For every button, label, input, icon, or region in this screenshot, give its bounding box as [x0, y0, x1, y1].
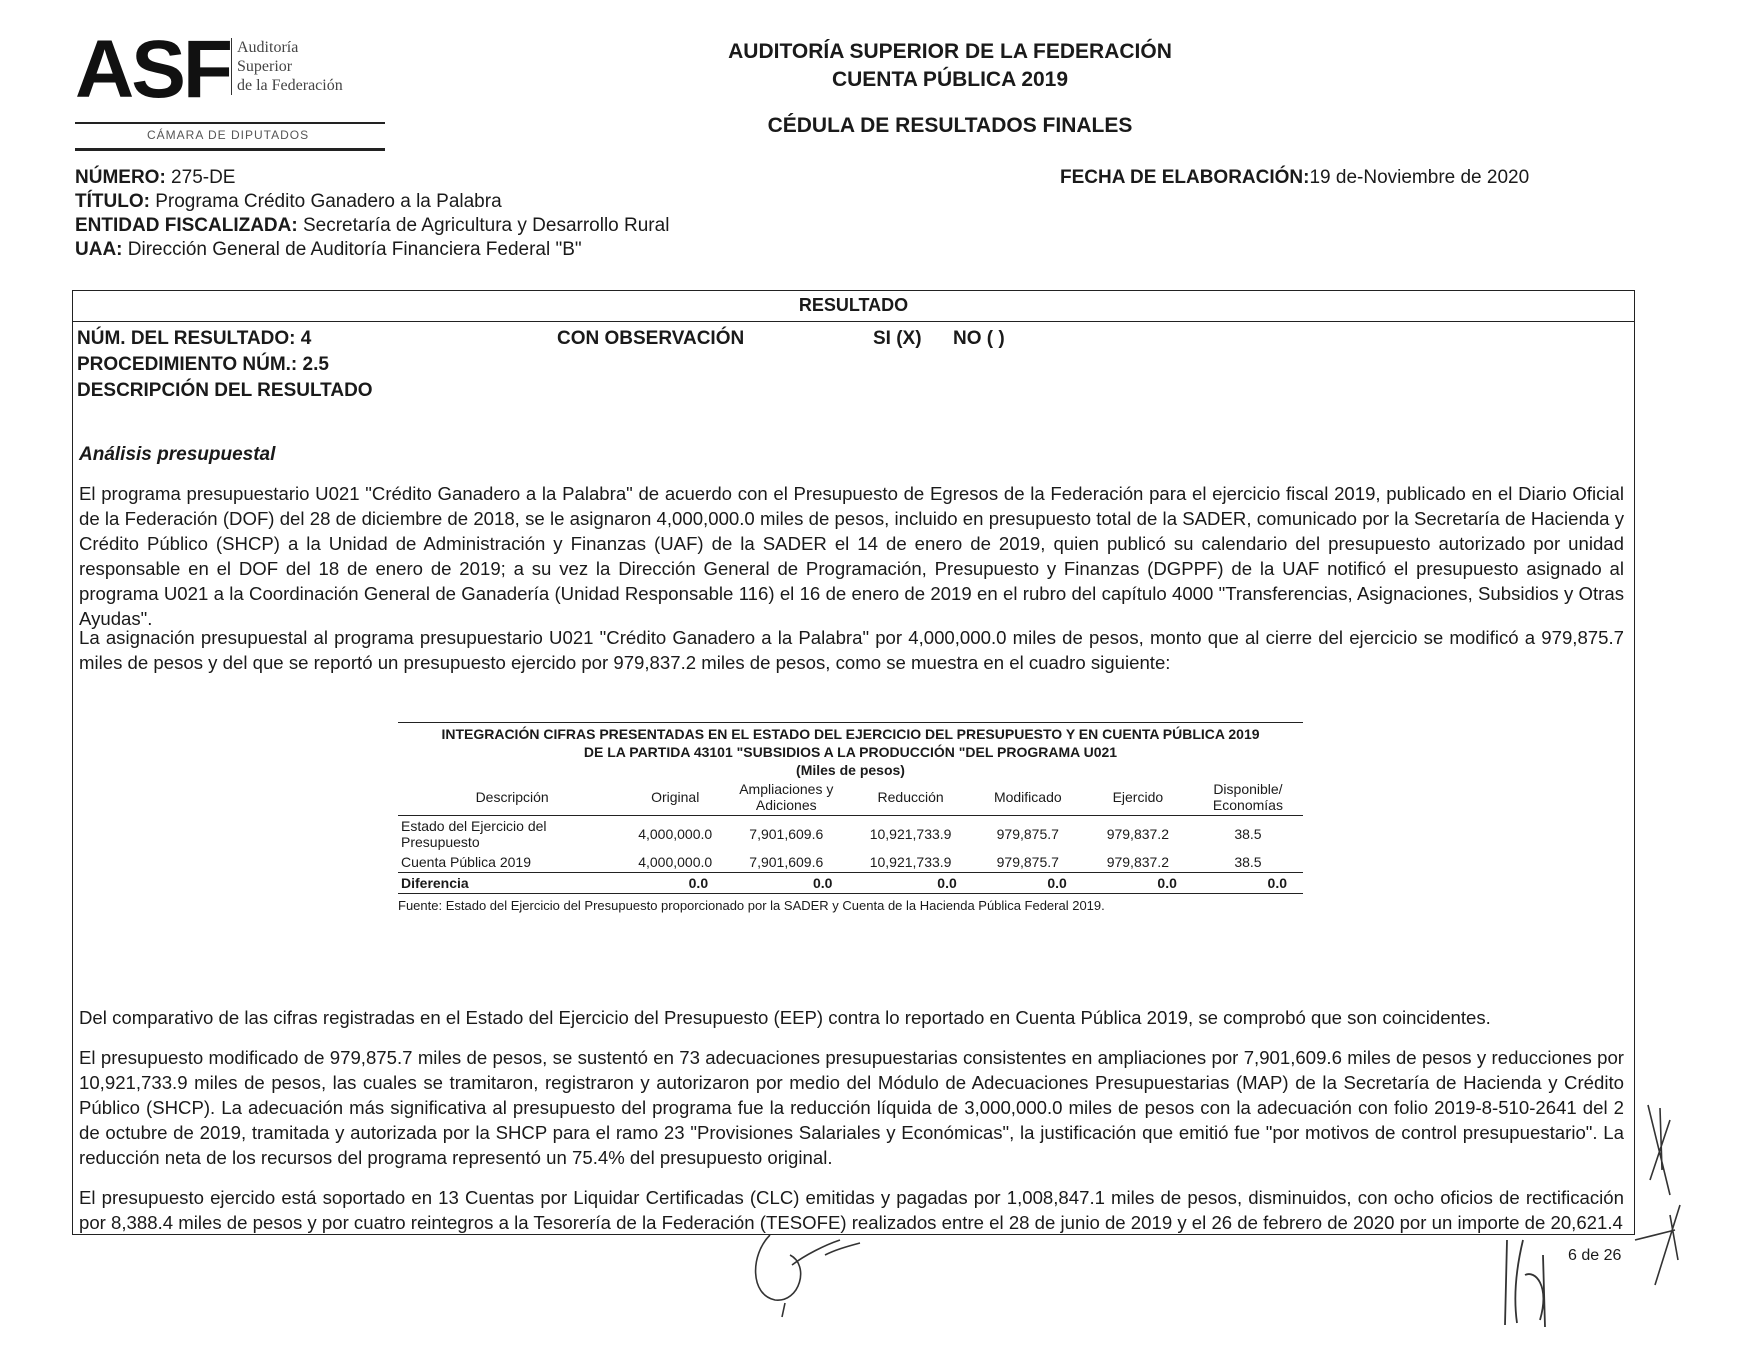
col-header-reduccion: Reducción: [848, 779, 972, 816]
cell-original: 0.0: [626, 873, 724, 894]
procedimiento-num: PROCEDIMIENTO NÚM.: 2.5: [77, 354, 329, 375]
logo-text: [231, 38, 343, 95]
col-header-disponible: Disponible/ Economías: [1193, 779, 1303, 816]
document-meta: [75, 166, 975, 262]
header-cuenta: CUENTA PÚBLICA 2019: [831, 68, 1069, 91]
table-row: [398, 852, 1303, 873]
table-row: [398, 816, 1303, 853]
budget-table: [398, 722, 1303, 913]
row-label: Cuenta Pública 2019: [401, 854, 531, 870]
header-org: AUDITORÍA SUPERIOR DE LA FEDERACIÓN: [728, 40, 1172, 63]
row-label: Diferencia: [398, 873, 626, 894]
cell-ejercido: 979,837.2: [1106, 826, 1169, 842]
col-header-modificado: Modificado: [973, 779, 1083, 816]
table-title-1: INTEGRACIÓN CIFRAS PRESENTADAS EN EL ESTADO DEL EJERCICIO DEL PRESUPUESTO Y EN CUENTA PÚBLICA 2019: [441, 726, 1260, 742]
row-label: Estado del Ejercicio del Presupuesto: [401, 818, 547, 850]
descripcion-resultado: DESCRIPCIÓN DEL RESULTADO: [77, 380, 373, 401]
titulo-value: Programa Crédito Ganadero a la Palabra: [149, 191, 502, 212]
con-observacion: CON OBSERVACIÓN: [557, 328, 745, 349]
cell-ampliaciones: 7,901,609.6: [749, 826, 824, 842]
cell-reduccion: 0.0: [848, 873, 972, 894]
col-header-ejercido: Ejercido: [1083, 779, 1193, 816]
logo-acronym: ASF: [75, 24, 230, 115]
margin-mark-x: [1640, 1100, 1680, 1200]
budget-table-grid: [398, 779, 1303, 894]
table-title-2: DE LA PARTIDA 43101 "SUBSIDIOS A LA PRODUCCIÓN "DEL PROGRAMA U021: [583, 744, 1118, 760]
paragraph-3: Del comparativo de las cifras registradas en el Estado del Ejercicio del Presupuesto (EEP) contra lo reportado en Cuenta Pública 2019, se comprobó que son coincidentes.: [79, 1007, 1491, 1028]
col-header-descripcion: Descripción: [398, 779, 626, 816]
cell-original: 4,000,000.0: [638, 854, 713, 870]
paragraph-5: El presupuesto ejercido está soportado en 13 Cuentas por Liquidar Certificadas (CLC) emitidas y pagadas por 1,008,847.1 miles de pesos, disminuidos, con ocho oficios de rectificación por 8,388.4 miles de pesos y por cuatro reintegros a la Tesorería de la Federación (TESOFE) realizados entre el 28 de junio de 2019 y el 26 de febrero de 2020 por un importe de 20,621.4: [79, 1187, 1624, 1233]
numero-label: NÚMERO:: [75, 167, 166, 188]
cell-ejercido: 979,837.2: [1106, 854, 1169, 870]
logo-line-3: de la Federación: [237, 77, 343, 94]
cell-ejercido: 0.0: [1083, 873, 1193, 894]
cell-disponible: 38.5: [1234, 826, 1262, 842]
cell-disponible: 0.0: [1193, 873, 1303, 894]
cell-reduccion: 10,921,733.9: [869, 854, 952, 870]
cell-ampliaciones: 7,901,609.6: [749, 854, 824, 870]
col-header-original: Original: [626, 779, 724, 816]
observacion-si: SI (X): [873, 328, 922, 349]
entidad-value: Secretaría de Agricultura y Desarrollo Rural: [297, 215, 670, 236]
uaa-value: Dirección General de Auditoría Financiera Federal "B": [122, 239, 582, 260]
cell-reduccion: 10,921,733.9: [869, 826, 952, 842]
num-resultado: NÚM. DEL RESULTADO: 4: [77, 328, 312, 349]
uaa-label: UAA:: [75, 239, 123, 260]
paragraph-4: El presupuesto modificado de 979,875.7 miles de pesos, se sustentó en 73 adecuaciones presupuestarias consistentes en ampliaciones por 7,901,609.6 miles de pesos y reducciones por 10,921,733.9 miles de pesos, las cuales se tramitaron, registraron y autorizaron por medio del Módulo de Adecuaciones Presupuestarias (MAP) de la Secretaría de Hacienda y Crédito Público (SHCP). La adecuación más significativa al presupuesto del programa fue la reducción líquida de 3,000,000.0 miles de pesos con la adecuación con folio 2019-8-510-2641 del 2 de octubre de 2019, tramitada y autorizada por la SHCP para el ramo 23 "Provisiones Salariales y Económicas", la justificación que emitió fue "por motivos de control presupuestario". La reducción neta de los recursos del programa representó un 75.4% del presupuesto original.: [79, 1047, 1624, 1168]
table-header-row: [398, 779, 1303, 816]
cell-modificado: 979,875.7: [996, 854, 1059, 870]
fecha-label: FECHA DE ELABORACIÓN:: [1060, 167, 1310, 188]
signature-mark-center: [730, 1225, 880, 1320]
section-title: Análisis presupuestal: [79, 444, 276, 465]
logo-line-2: Superior: [237, 58, 293, 75]
paragraph-1: El programa presupuestario U021 "Crédito Ganadero a la Palabra" de acuerdo con el Presupuesto de Egresos de la Federación para el ejercicio fiscal 2019, publicado en el Diario Oficial de la Federación (DOF) del 28 de diciembre de 2018, se le asignaron 4,000,000.0 miles de pesos, incluido en presupuesto total de la SADER, comunicado por la Secretaría de Hacienda y Crédito Público (SHCP) a la Unidad de Administración y Finanzas (UAF) de la SADER el 14 de enero de 2019, quien publicó su calendario del presupuesto autorizado por unidad responsable en el DOF del 18 de enero de 2019; a su vez la Dirección General de Programación, Presupuesto y Finanzas (DGPPF) de la UAF notificó el presupuesto asignado al programa U021 a la Coordinación General de Ganadería (Unidad Responsable 116) el 16 de enero de 2019 en el rubro del capítulo 4000 "Transferencias, Asignaciones, Subsidios y Otras Ayudas".: [79, 483, 1624, 629]
logo-line-1: Auditoría: [237, 39, 299, 56]
fecha-value: 19 de-Noviembre de 2020: [1309, 167, 1530, 188]
logo-rule: [75, 122, 385, 124]
table-top-rule: [398, 722, 1303, 723]
asf-logo: [75, 24, 385, 150]
cell-ampliaciones: 0.0: [724, 873, 848, 894]
cell-disponible: 38.5: [1234, 854, 1262, 870]
cell-original: 4,000,000.0: [638, 826, 713, 842]
resultado-heading: RESULTADO: [798, 295, 909, 315]
logo-rule-bottom: [75, 148, 385, 151]
fecha-elaboracion: [1060, 166, 1660, 190]
numero-value: 275-DE: [165, 167, 236, 188]
page-number: 6 de 26: [1568, 1247, 1622, 1264]
titulo-label: TÍTULO:: [75, 191, 150, 212]
observacion-no: NO ( ): [953, 328, 1005, 349]
page-title: CÉDULA DE RESULTADOS FINALES: [767, 114, 1133, 137]
paragraph-2: La asignación presupuestal al programa presupuestario U021 "Crédito Ganadero a la Palabra" por 4,000,000.0 miles de pesos, monto que al cierre del ejercicio se modificó a 979,875.7 miles de pesos y del que se reportó un presupuesto ejercido por 979,837.2 miles de pesos, como se muestra en el cuadro siguiente:: [79, 627, 1624, 673]
table-source: Fuente: Estado del Ejercicio del Presupuesto proporcionado por la SADER y Cuenta de la Hacienda Pública Federal 2019.: [398, 898, 1105, 913]
signature-initials-right: [1495, 1235, 1565, 1330]
cell-modificado: 979,875.7: [996, 826, 1059, 842]
col-header-ampliaciones: Ampliaciones y Adiciones: [724, 779, 848, 816]
resultado-header: [73, 291, 1634, 322]
margin-mark-slash: [1630, 1200, 1690, 1290]
cell-modificado: 0.0: [973, 873, 1083, 894]
table-title-3: (Miles de pesos): [796, 762, 905, 778]
logo-chamber: CÁMARA DE DIPUTADOS: [147, 128, 310, 142]
entidad-label: ENTIDAD FISCALIZADA:: [75, 215, 298, 236]
table-row-diferencia: [398, 873, 1303, 894]
